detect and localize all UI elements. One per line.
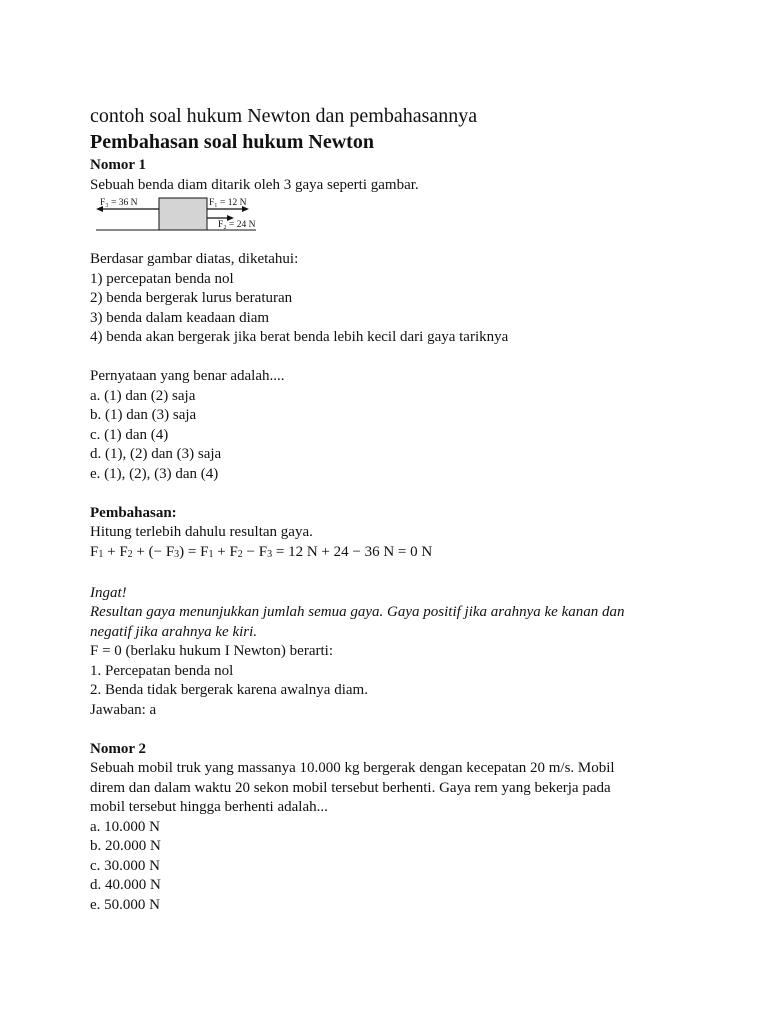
question-2-text: Sebuah mobil truk yang massanya 10.000 kg bergerak dengan kecepatan 20 m/s. Mobil [90, 760, 615, 776]
result-point: 1. Percepatan benda nol [90, 662, 234, 679]
statement-item: 2) benda bergerak lurus beraturan [90, 290, 293, 306]
document-title: contoh soal hukum Newton dan pembahasannya [90, 105, 478, 127]
answer-option: d. 40.000 N [90, 877, 161, 893]
answer-option: a. (1) dan (2) saja [90, 387, 196, 404]
question-1-label: Nomor 1 [90, 157, 146, 173]
document-heading: Pembahasan soal hukum Newton [90, 131, 374, 153]
answer-option: e. (1), (2), (3) dan (4) [90, 465, 219, 482]
statement-item: 3) benda dalam keadaan diam [90, 309, 270, 326]
question-1-prompt: Pernyataan yang benar adalah.... [90, 368, 285, 384]
force-diagram-svg [96, 198, 286, 238]
f2-label: F₂ = 24 N [218, 220, 256, 230]
resultant-equation: F1 + F2 + (− F3) = F1 + F2 − F3 = 12 N + 24 − 36 N = 0 N [90, 543, 433, 560]
statement-item: 4) benda akan bergerak jika berat benda lebih kecil dari gaya tariknya [90, 329, 509, 345]
reminder-label: Ingat! [90, 584, 127, 601]
given-intro: Berdasar gambar diatas, diketahui: [90, 251, 299, 267]
question-2-label: Nomor 2 [90, 740, 146, 757]
answer-option: c. (1) dan (4) [90, 426, 169, 443]
statement-item: 1) percepatan benda nol [90, 270, 234, 287]
question-1-text: Sebuah benda diam ditarik oleh 3 gaya seperti gambar. [90, 176, 419, 193]
answer-option: b. (1) dan (3) saja [90, 407, 197, 423]
reminder-text: Resultan gaya menunjukkan jumlah semua gaya. Gaya positif jika arahnya ke kanan dan [90, 604, 625, 620]
reminder-text: negatif jika arahnya ke kiri. [90, 623, 258, 640]
answer-option: a. 10.000 N [90, 818, 160, 835]
result-point: 2. Benda tidak bergerak karena awalnya diam. [90, 682, 368, 698]
solution-intro: Hitung terlebih dahulu resultan gaya. [90, 524, 313, 540]
f1-label: F₁ = 12 N [209, 198, 247, 208]
block [159, 198, 207, 230]
force-diagram [96, 198, 286, 238]
solution-label: Pembahasan: [90, 504, 177, 521]
answer-option: d. (1), (2) dan (3) saja [90, 446, 222, 462]
answer-option: c. 30.000 N [90, 857, 160, 874]
answer-option: e. 50.000 N [90, 896, 160, 913]
f3-label: F₃ = 36 N [100, 198, 138, 208]
answer-line: Jawaban: a [90, 701, 157, 718]
question-2-text: direm dan dalam waktu 20 sekon mobil tersebut berhenti. Gaya rem yang bekerja pada [90, 779, 611, 796]
answer-option: b. 20.000 N [90, 838, 161, 854]
document-page [90, 104, 690, 915]
question-2-text: mobil tersebut hingga berhenti adalah... [90, 799, 328, 815]
result-line: F = 0 (berlaku hukum I Newton) berarti: [90, 643, 333, 659]
